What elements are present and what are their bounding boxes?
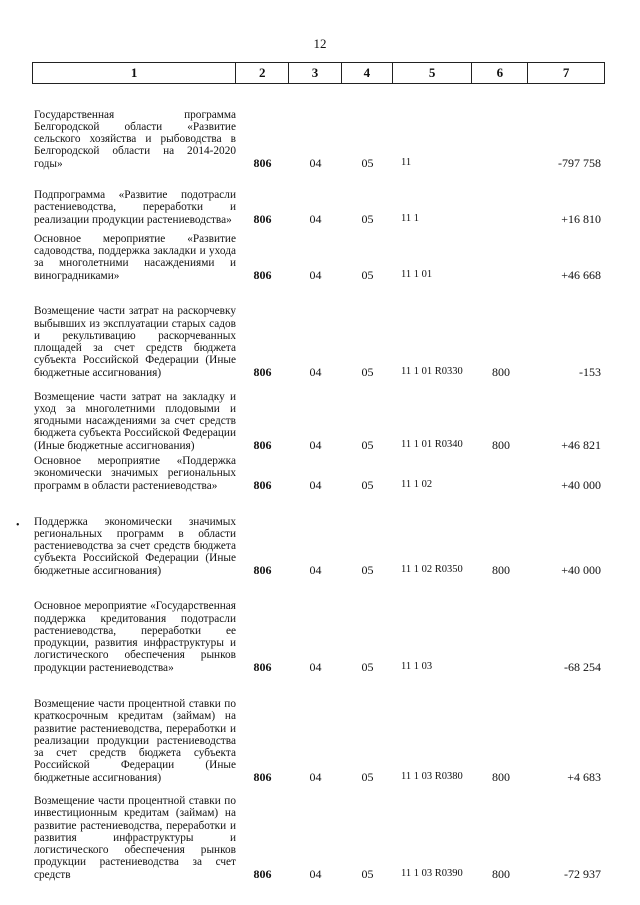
header-col-4: 4 <box>342 63 393 83</box>
row-subsection: 05 <box>361 867 374 881</box>
row-ministry-code: 806 <box>253 660 272 674</box>
table-row <box>32 784 605 881</box>
row-expense-type: 800 <box>492 563 510 577</box>
row-ministry-code: 806 <box>253 770 272 784</box>
row-target-article: 11 1 01 R0330 <box>401 366 463 377</box>
row-amount: +46 821 <box>561 438 601 452</box>
table-row <box>32 379 605 452</box>
row-amount: -68 254 <box>564 660 601 674</box>
row-section: 04 <box>309 365 322 379</box>
row-amount: +16 810 <box>561 212 601 226</box>
row-ministry-code: 806 <box>253 212 272 226</box>
row-expense-type: 800 <box>492 770 510 784</box>
row-amount: -797 758 <box>558 156 601 170</box>
row-section: 04 <box>309 212 322 226</box>
row-ministry-code: 806 <box>253 867 272 881</box>
table-row <box>32 282 605 379</box>
row-section: 04 <box>309 156 322 170</box>
row-expense-type: 800 <box>492 438 510 452</box>
row-subsection: 05 <box>361 478 374 492</box>
table-row <box>32 452 605 492</box>
row-target-article: 11 1 01 R0340 <box>401 439 463 450</box>
row-description: Возмещение части процентной ставки по инвестиционным кредитам (займам) на развитие растениеводства, переработки и развития инфраструктуры и логистического обеспечения рынков продукции растениеводства за счет средств <box>34 794 236 881</box>
row-description: Подпрограмма «Развитие подотрасли растениеводства, переработки и реализации продукции растениеводства» <box>34 189 236 226</box>
row-subsection: 05 <box>361 268 374 282</box>
table-header <box>32 62 605 84</box>
row-target-article: 11 1 01 <box>401 269 433 280</box>
row-target-article: 11 1 03 R0380 <box>401 771 463 782</box>
row-subsection: 05 <box>361 212 374 226</box>
budget-table <box>32 62 605 881</box>
row-target-article: 11 1 03 <box>401 661 433 672</box>
scan-mark: • <box>16 520 20 531</box>
row-amount: +46 668 <box>561 268 601 282</box>
header-col-5: 5 <box>393 63 473 83</box>
row-description: Основное мероприятие «Поддержка экономически значимых региональных программ в области растениеводства» <box>34 455 236 492</box>
row-section: 04 <box>309 478 322 492</box>
row-ministry-code: 806 <box>253 563 272 577</box>
row-target-article: 11 1 02 R0350 <box>401 564 463 575</box>
row-section: 04 <box>309 867 322 881</box>
table-row <box>32 84 605 170</box>
row-expense-type: 800 <box>492 867 510 881</box>
row-subsection: 05 <box>361 770 374 784</box>
row-target-article: 11 1 02 <box>401 479 433 490</box>
table-row <box>32 170 605 226</box>
row-subsection: 05 <box>361 660 374 674</box>
row-amount: +40 000 <box>561 563 601 577</box>
header-col-6: 6 <box>472 63 528 83</box>
row-target-article: 11 1 <box>401 213 419 224</box>
header-col-2: 2 <box>236 63 289 83</box>
row-ministry-code: 806 <box>253 478 272 492</box>
row-section: 04 <box>309 660 322 674</box>
row-target-article: 11 <box>401 157 412 168</box>
row-expense-type: 800 <box>492 365 510 379</box>
row-ministry-code: 806 <box>253 268 272 282</box>
row-description: Государственная программа Белгородской области «Развитие сельского хозяйства и рыбоводства в Белгородской области на 2014-2020 годы» <box>34 108 236 170</box>
row-amount: +40 000 <box>561 478 601 492</box>
row-section: 04 <box>309 563 322 577</box>
page-number: 12 <box>313 36 327 51</box>
row-ministry-code: 806 <box>253 156 272 170</box>
row-amount: -72 937 <box>564 867 601 881</box>
row-description: Поддержка экономически значимых региональных программ в области растениеводства за счет средств бюджета субъекта Российской Федерации (Иные бюджетные ассигнования) <box>34 515 236 577</box>
table-row <box>32 674 605 784</box>
row-section: 04 <box>309 268 322 282</box>
row-subsection: 05 <box>361 563 374 577</box>
row-description: Возмещение части затрат на закладку и уход за многолетними плодовыми и ягодными насаждениями за счет средств бюджета субъекта Российской Федерации (Иные бюджетные ассигнования) <box>34 390 236 452</box>
header-col-3: 3 <box>289 63 342 83</box>
row-ministry-code: 806 <box>253 438 272 452</box>
row-description: Основное мероприятие «Государственная поддержка кредитования подотрасли растениеводства, переработки ее продукции, развития инфраструктуры и логистического обеспечения рынков продукции растениеводства» <box>34 600 236 674</box>
row-subsection: 05 <box>361 156 374 170</box>
row-amount: -153 <box>579 365 601 379</box>
row-subsection: 05 <box>361 365 374 379</box>
table-row <box>32 492 605 577</box>
row-section: 04 <box>309 438 322 452</box>
header-col-1: 1 <box>33 63 236 83</box>
row-amount: +4 683 <box>567 770 601 784</box>
row-subsection: 05 <box>361 438 374 452</box>
row-description: Возмещение части затрат на раскорчевку выбывших из эксплуатации старых садов и рекультивацию раскорчеванных площадей за счет средств бюджета субъекта Российской Федерации (Иные бюджетные ассигнования) <box>34 305 236 379</box>
row-section: 04 <box>309 770 322 784</box>
row-description: Основное мероприятие «Развитие садоводства, поддержка закладки и ухода за многолетними насаждениями и виноградниками» <box>34 232 236 282</box>
row-ministry-code: 806 <box>253 365 272 379</box>
table-row <box>32 577 605 674</box>
row-description: Возмещение части процентной ставки по краткосрочным кредитам (займам) на развитие растениеводства, переработки и реализации продукции растениеводства за счет средств бюджета субъекта Российской Федерации (Иные бюджетные ассигнования) <box>34 697 236 784</box>
row-target-article: 11 1 03 R0390 <box>401 868 463 879</box>
table-row <box>32 226 605 282</box>
header-col-7: 7 <box>562 65 570 80</box>
